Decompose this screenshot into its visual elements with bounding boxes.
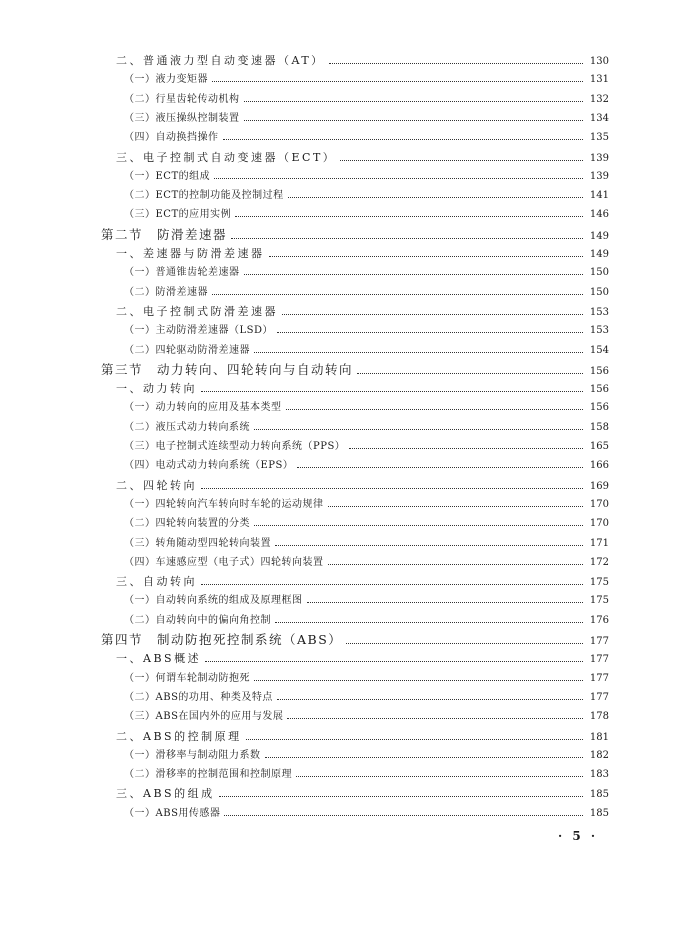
toc-chapter-entry [116, 573, 609, 591]
toc-entry-title: （一）滑移率与制动阻力系数 [124, 749, 261, 761]
toc-subentry [124, 284, 609, 302]
toc-subentry [124, 670, 609, 688]
toc-entry-title: （三）转角随动型四轮转向装置 [124, 537, 271, 549]
toc-entry-title: （一）普通锥齿轮差速器 [124, 267, 240, 279]
toc-entry-page: 178 [589, 711, 609, 723]
dot-leader [307, 602, 584, 603]
toc-entry-page: 149 [589, 230, 609, 242]
dot-leader [244, 101, 584, 102]
toc-entry-page: 185 [589, 789, 609, 801]
dot-leader [205, 661, 583, 662]
toc-entry-title: （三）ABS在国内外的应用与发展 [124, 711, 284, 723]
toc-entry-title: （一）自动转向系统的组成及原理框图 [124, 595, 303, 607]
dot-leader [357, 373, 583, 374]
toc-entry-title: （四）电动式动力转向系统（EPS） [124, 460, 294, 472]
toc-entry-page: 131 [589, 74, 609, 86]
toc-entry-page: 165 [589, 441, 609, 452]
toc-entry-title: 一、ABS概述 [116, 652, 202, 666]
dot-leader [219, 796, 583, 797]
toc-chapter-entry [116, 728, 609, 746]
dot-leader [212, 81, 583, 82]
toc-entry-title: 二、ABS的控制原理 [116, 729, 242, 743]
toc-section-entry [101, 631, 609, 649]
toc-entry-page: 134 [589, 112, 609, 124]
toc-entry-title: （三）电子控制式连续型动力转向系统（PPS） [124, 441, 346, 452]
toc-subentry [124, 708, 609, 726]
toc-chapter-entry [116, 149, 609, 167]
toc-entry-title: （二）自动转向中的偏向角控制 [124, 614, 271, 626]
toc-entry-page: 170 [589, 518, 609, 530]
toc-subentry [124, 399, 609, 417]
toc-entry-page: 175 [589, 577, 609, 589]
toc-entry-page: 135 [589, 132, 609, 144]
toc-entry-page: 130 [589, 56, 609, 67]
dot-leader [235, 216, 583, 217]
toc-entry-title: （一）ECT的组成 [124, 170, 211, 182]
dot-leader [201, 391, 583, 392]
dot-leader [246, 739, 583, 740]
toc-subentry [124, 457, 609, 475]
toc-entry-page: 156 [589, 402, 609, 414]
dot-leader [269, 256, 584, 257]
toc-entry-page: 149 [589, 249, 609, 260]
toc-entry-title: （二）防滑差速器 [124, 286, 208, 298]
toc-subentry [124, 766, 609, 784]
toc-entry-page: 172 [589, 556, 609, 568]
toc-chapter-entry [116, 650, 609, 668]
toc-subentry [124, 206, 609, 224]
toc-entry-title: （二）ECT的控制功能及控制过程 [124, 190, 284, 202]
toc-entry-title: 一、动力转向 [116, 382, 197, 396]
toc-entry-page: 177 [589, 654, 609, 666]
toc-subentry [124, 554, 609, 572]
toc-entry-page: 156 [589, 384, 609, 396]
toc-subentry [124, 168, 609, 186]
dot-leader [287, 718, 583, 719]
toc-entry-title: 二、电子控制式防滑差速器 [116, 304, 278, 318]
toc-entry-page: 156 [589, 365, 609, 377]
dot-leader [288, 197, 583, 198]
toc-chapter-entry [116, 52, 609, 70]
toc-entry-title: 三、ABS的组成 [116, 787, 215, 801]
dot-leader [328, 506, 584, 507]
toc-entry-title: 第二节 防滑差速器 [101, 226, 228, 242]
toc-entry-page: 182 [589, 749, 609, 761]
toc-entry-page: 170 [589, 498, 609, 510]
dot-leader [277, 332, 583, 333]
toc-entry-page: 185 [589, 807, 609, 819]
toc-entry-title: （四）自动换挡操作 [124, 132, 219, 144]
toc-entry-title: （二）四轮转向装置的分类 [124, 518, 250, 530]
toc-entry-page: 146 [589, 209, 609, 221]
dot-leader [328, 564, 584, 565]
dot-leader [275, 622, 583, 623]
toc-chapter-entry [116, 245, 609, 263]
dot-leader [201, 584, 583, 585]
dot-leader [254, 525, 583, 526]
dot-leader [224, 815, 583, 816]
toc-entry-title: （一）何谓车轮制动防抱死 [124, 672, 250, 684]
toc-entry-page: 181 [589, 731, 609, 743]
dot-leader [244, 274, 584, 275]
toc-subentry [124, 496, 609, 514]
dot-leader [212, 294, 583, 295]
toc-entry-title: （一）动力转向的应用及基本类型 [124, 402, 282, 414]
dot-leader [297, 467, 583, 468]
toc-subentry [124, 612, 609, 630]
toc-subentry [124, 419, 609, 437]
dot-leader [254, 680, 583, 681]
toc-entry-page: 150 [589, 267, 609, 279]
toc-entry-page: 141 [589, 190, 609, 202]
toc-entry-title: 第三节 动力转向、四轮转向与自动转向 [101, 361, 354, 377]
dot-leader [254, 429, 583, 430]
toc-entry-title: （一）液力变矩器 [124, 74, 208, 86]
toc-entry-title: （一）主动防滑差速器（LSD） [124, 325, 274, 337]
page-number: · 5 · [558, 829, 599, 843]
toc-entry-page: 153 [589, 306, 609, 318]
toc-entry-page: 154 [589, 344, 609, 356]
toc-entry-page: 169 [589, 480, 609, 492]
toc-entry-page: 139 [589, 170, 609, 182]
dot-leader [296, 776, 583, 777]
toc-chapter-entry [116, 477, 609, 495]
dot-leader [340, 160, 583, 161]
toc-entry-page: 176 [589, 614, 609, 626]
toc-chapter-entry [116, 380, 609, 398]
dot-leader [223, 139, 584, 140]
dot-leader [231, 238, 583, 239]
toc-entry-title: （二）四轮驱动防滑差速器 [124, 344, 250, 356]
toc-subentry [124, 91, 609, 109]
dot-leader [277, 699, 583, 700]
toc-subentry [124, 592, 609, 610]
toc-entry-title: 三、自动转向 [116, 575, 197, 589]
toc-chapter-entry [116, 785, 609, 803]
toc-subentry [124, 515, 609, 533]
toc-section-entry [101, 226, 609, 244]
dot-leader [214, 178, 583, 179]
dot-leader [275, 545, 583, 546]
toc-entry-title: （三）液压操纵控制装置 [124, 112, 240, 124]
toc-entry-title: （一）ABS用传感器 [124, 807, 221, 819]
dot-leader [329, 63, 583, 64]
toc-entry-page: 171 [589, 537, 609, 549]
dot-leader [254, 352, 583, 353]
toc-entry-title: （二）液压式动力转向系统 [124, 421, 250, 433]
toc-subentry [124, 535, 609, 553]
toc-entry-title: （四）车速感应型（电子式）四轮转向装置 [124, 556, 324, 568]
toc-subentry [124, 129, 609, 147]
toc-entry-title: （二）行星齿轮传动机构 [124, 93, 240, 105]
toc-subentry [124, 110, 609, 128]
dot-leader [265, 757, 584, 758]
toc-entry-page: 177 [589, 672, 609, 684]
toc-entry-title: （一）四轮转向汽车转向时车轮的运动规律 [124, 498, 324, 510]
dot-leader [244, 120, 584, 121]
toc-entry-title: 二、四轮转向 [116, 478, 197, 492]
dot-leader [201, 488, 583, 489]
toc-entry-page: 150 [589, 286, 609, 298]
toc-entry-title: 二、普通液力型自动变速器（AT） [116, 54, 325, 67]
toc-entry-title: 三、电子控制式自动变速器（ECT） [116, 150, 337, 164]
toc-entry-page: 166 [589, 460, 609, 472]
toc-entry-title: （二）ABS的功用、种类及特点 [124, 691, 273, 703]
dot-leader [346, 643, 583, 644]
toc-chapter-entry [116, 303, 609, 321]
toc-subentry [124, 187, 609, 205]
dot-leader [349, 448, 583, 449]
toc-subentry [124, 71, 609, 89]
toc-entry-page: 175 [589, 595, 609, 607]
toc-entry-title: （三）ECT的应用实例 [124, 209, 232, 221]
toc-entry-page: 139 [589, 152, 609, 164]
toc-entry-title: 一、差速器与防滑差速器 [116, 247, 265, 260]
dot-leader [286, 409, 584, 410]
toc-entry-page: 183 [589, 769, 609, 781]
toc-subentry [124, 322, 609, 340]
toc-subentry [124, 689, 609, 707]
toc-subentry [124, 342, 609, 360]
toc-entry-page: 158 [589, 421, 609, 433]
toc-subentry [124, 264, 609, 282]
dot-leader [282, 314, 583, 315]
toc-entry-page: 177 [589, 636, 609, 647]
toc-entry-page: 177 [589, 691, 609, 703]
toc-entry-title: 第四节 制动防抱死控制系统（ABS） [101, 632, 343, 647]
toc-subentry [124, 805, 609, 823]
toc-section-entry [101, 361, 609, 379]
toc-entry-title: （二）滑移率的控制范围和控制原理 [124, 769, 292, 781]
toc-entry-page: 153 [589, 325, 609, 337]
toc-subentry [124, 438, 609, 456]
toc-entry-page: 132 [589, 93, 609, 105]
toc-subentry [124, 747, 609, 765]
